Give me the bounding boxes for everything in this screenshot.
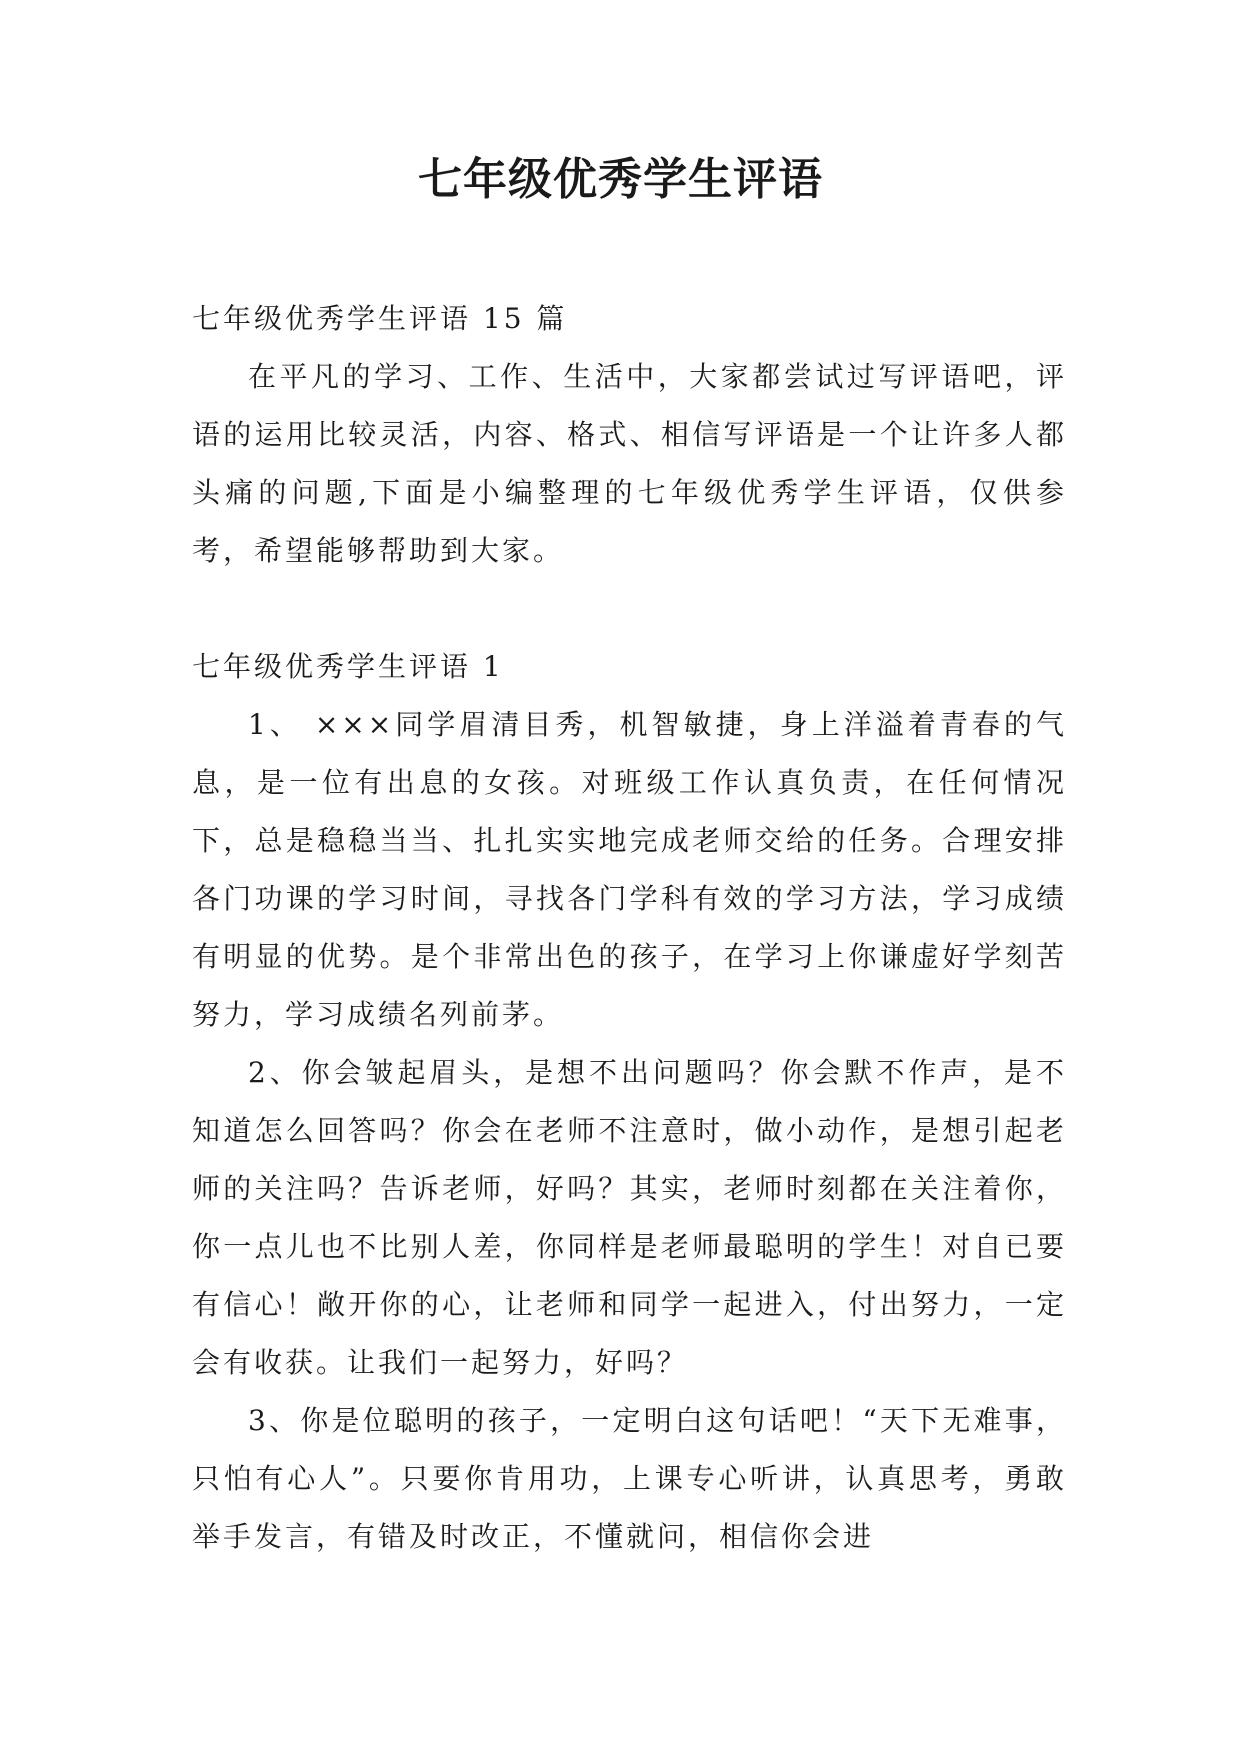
section-heading: 七年级优秀学生评语 1 [192,650,504,683]
document-body [192,290,1067,1566]
paragraph-spacer [192,580,1067,638]
comment-paragraph-2: 2、你会皱起眉头，是想不出问题吗？你会默不作声，是不知道怎么回答吗？你会在老师不注意时，做小动作，是想引起老师的关注吗？告诉老师，好吗？其实，老师时刻都在关注着你，你一点儿也不比别人差，你同样是老师最聪明的学生！对自已要有信心！敞开你的心，让老师和同学一起进入，付出努力，一定会有收获。让我们一起努力，好吗？ [192,1056,1067,1379]
comment-paragraph-1: 1、 ×××同学眉清目秀，机智敏捷，身上洋溢着青春的气息，是一位有出息的女孩。对班级工作认真负责，在任何情况下，总是稳稳当当、扎扎实实地完成老师交给的任务。合理安排各门功课的学习时间，寻找各门学科有效的学习方法，学习成绩有明显的优势。是个非常出色的孩子，在学习上你谦虚好学刻苦努力，学习成绩名列前茅。 [192,708,1067,1031]
page-title: 七年级优秀学生评语 [418,154,823,205]
intro-paragraph: 在平凡的学习、工作、生活中，大家都尝试过写评语吧，评语的运用比较灵活，内容、格式、相信写评语是一个让许多人都头痛的问题,下面是小编整理的七年级优秀学生评语，仅供参考，希望能够帮助到大家。 [192,360,1067,567]
document-subtitle: 七年级优秀学生评语 15 篇 [192,302,568,335]
comment-paragraph-3: 3、你是位聪明的孩子，一定明白这句话吧！“天下无难事，只怕有心人”。只要你肯用功，上课专心听讲，认真思考，勇敢举手发言，有错及时改正，不懂就问，相信你会进 [192,1404,1067,1553]
